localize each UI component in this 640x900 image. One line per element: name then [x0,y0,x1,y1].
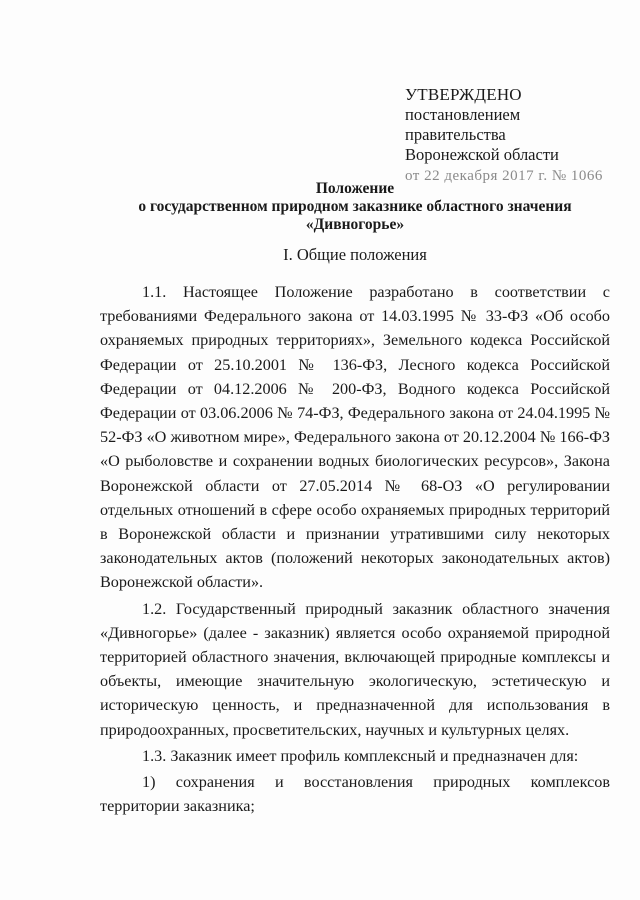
approval-block [405,85,625,186]
paragraph-1-3: 1.3. Заказник имеет профиль комплексный и предназначен для: [142,746,579,765]
section-heading: I. Общие положения [283,245,427,264]
title-line-2: о государственном природном заказнике областного значения [138,198,572,215]
approval-date-number-stamp: от 22 декабря 2017 г. № 1066 [405,168,603,184]
document-title [60,180,640,234]
title-line-1: Положение [315,180,395,197]
document-body [100,280,610,818]
paragraph-1-2: 1.2. Государственный природный заказник областного значения «Дивногорье» (далее - заказник) является особо охраняемой природной территорией областного значения, включающей природные комплексы и объекты, имеющие значительную экологическую, эстетическую и историческую ценность, и предназначенной для использования в природоохранных, просветительских, научных и культурных целях. [100,599,610,739]
approval-line-2: Воронежской области [405,145,559,164]
paragraph-1-1: 1.1. Настоящее Положение разработано в соответствии с требованиями Федерального закона от 14.03.1995 № 33-ФЗ «Об особо охраняемых природных территориях», Земельного кодекса Российской Федерации от 25.10.2001 № 136-ФЗ, Лесного кодекса Российской Федерации от 04.12.2006 № 200-ФЗ, Водного кодекса Российской Федерации от 03.06.2006 № 74-ФЗ, Федерального закона от 24.04.1995 № 52-ФЗ «О животном мире», Федерального закона от 20.12.2004 № 166-ФЗ «О рыболовстве и сохранении водных биологических ресурсов», Закона Воронежской области от 27.05.2014 № 68-ОЗ «О регулировании отдельных отношений в сфере особо охраняемых природных территорий в Воронежской области и признании утратившими силу некоторых законодательных актов (положений некоторых законодательных актов) Воронежской области». [100,283,610,592]
approved-heading: УТВЕРЖДЕНО [405,85,522,104]
title-line-3: «Дивногорье» [305,216,405,233]
approval-line-1: постановлением правительства [405,105,521,144]
list-item-1: 1) сохранения и восстановления природных комплексов территории заказника; [100,773,610,816]
